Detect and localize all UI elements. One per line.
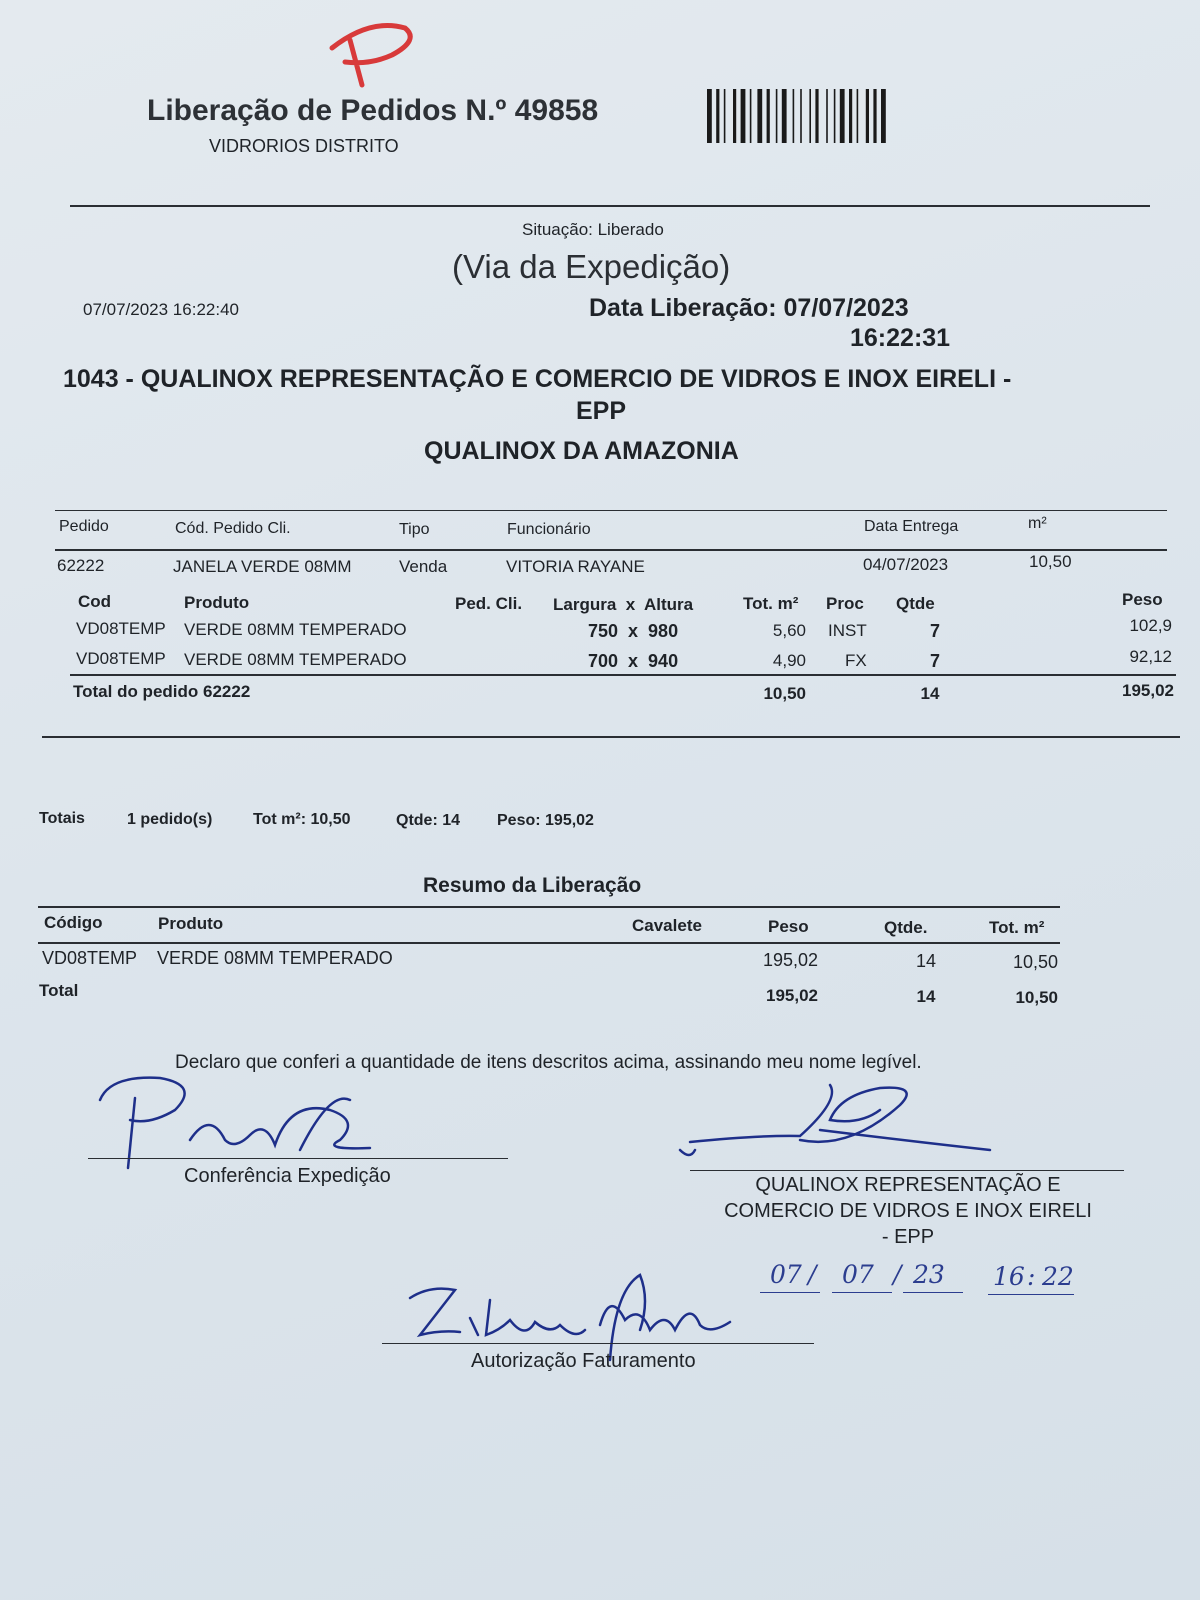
- print-datetime: 07/07/2023 16:22:40: [83, 300, 239, 319]
- item-col-tot-m2: Tot. m²: [743, 594, 799, 613]
- autorizacao-label: Autorização Faturamento: [471, 1350, 696, 1372]
- order-total-label: Total do pedido 62222: [73, 682, 251, 701]
- item-col-qtde: Qtde: [896, 594, 935, 613]
- totais-pedidos: 1 pedido(s): [127, 811, 213, 828]
- order-cod-pedido-cli: JANELA VERDE 08MM: [173, 557, 352, 576]
- col-funcionario: Funcionário: [507, 521, 591, 538]
- totais-peso: Peso: 195,02: [497, 812, 594, 829]
- item-produto: VERDE 08MM TEMPERADO: [184, 650, 407, 669]
- time-separator: :: [1027, 1262, 1036, 1291]
- resumo-total-label: Total: [39, 981, 79, 1000]
- date-separator: /: [893, 1260, 902, 1289]
- item-cod: VD08TEMP: [76, 649, 166, 668]
- data-liberacao: Data Liberação: 07/07/2023: [589, 294, 909, 322]
- item-proc: FX: [845, 651, 867, 670]
- order-total-peso: 195,02: [1122, 681, 1174, 700]
- totais-label: Totais: [39, 810, 85, 827]
- resumo-total-peso: 195,02: [766, 986, 818, 1005]
- conferencia-label: Conferência Expedição: [184, 1165, 391, 1187]
- resumo-total-tot-m2: 10,50: [1015, 988, 1058, 1007]
- item-col-largura-altura: Largura x Altura: [553, 595, 694, 614]
- order-data-entrega: 04/07/2023: [863, 555, 949, 574]
- order-m2: 10,50: [1029, 552, 1072, 571]
- item-col-cod: Cod: [78, 592, 112, 611]
- item-col-produto: Produto: [184, 593, 250, 612]
- item-qtde: 7: [929, 621, 940, 641]
- signature-autorizacao: [0, 0, 1, 1]
- resumo-title: Resumo da Liberação: [423, 874, 642, 897]
- declaration-text: Declaro que conferi a quantidade de itens descritos acima, assinando meu nome legível.: [175, 1052, 922, 1073]
- handwritten-day: 07: [770, 1260, 802, 1289]
- handwritten-minute: 22: [1042, 1262, 1074, 1291]
- barcode: [707, 89, 897, 143]
- item-col-proc: Proc: [826, 594, 864, 613]
- resumo-tot-m2: 10,50: [1012, 952, 1058, 972]
- item-tot-m2: 4,90: [772, 651, 806, 670]
- order-funcionario: VITORIA RAYANE: [506, 557, 645, 576]
- col-pedido: Pedido: [59, 518, 109, 535]
- col-data-entrega: Data Entrega: [864, 518, 959, 535]
- item-tot-m2: 5,60: [772, 621, 806, 640]
- totais-tot-m2: Tot m²: 10,50: [253, 811, 351, 828]
- item-peso: 92,12: [1129, 647, 1172, 666]
- item-proc: INST: [828, 621, 867, 640]
- item-produto: VERDE 08MM TEMPERADO: [184, 620, 407, 639]
- order-total-m2: 10,50: [763, 684, 806, 703]
- client-signature-label-line2: COMERCIO DE VIDROS E INOX EIRELI: [724, 1200, 1092, 1222]
- item-dimensions: 750 x 980: [588, 621, 679, 641]
- handwritten-hour: 16: [993, 1262, 1025, 1291]
- resumo-col-peso: Peso: [768, 917, 809, 936]
- resumo-produto: VERDE 08MM TEMPERADO: [157, 948, 393, 968]
- resumo-col-tot-m2: Tot. m²: [989, 918, 1045, 937]
- situacao-status: Situação: Liberado: [522, 220, 664, 239]
- totais-qtde: Qtde: 14: [396, 812, 461, 829]
- item-qtde: 7: [929, 651, 940, 671]
- resumo-col-produto: Produto: [158, 914, 224, 933]
- document-title: Liberação de Pedidos N.º 49858: [147, 94, 599, 127]
- item-dimensions: 700 x 940: [588, 651, 679, 671]
- data-liberacao-time: 16:22:31: [850, 324, 951, 352]
- col-cod-pedido-cli: Cód. Pedido Cli.: [175, 520, 291, 537]
- order-pedido: 62222: [57, 556, 105, 575]
- client-fantasy-name: QUALINOX DA AMAZONIA: [424, 437, 739, 465]
- date-separator: /: [808, 1260, 817, 1289]
- resumo-total-qtde: 14: [916, 987, 936, 1006]
- handwritten-year: 23: [913, 1260, 945, 1289]
- item-cod: VD08TEMP: [76, 619, 166, 638]
- resumo-peso: 195,02: [762, 950, 818, 970]
- resumo-col-qtde: Qtde.: [884, 918, 928, 937]
- item-col-ped-cli: Ped. Cli.: [455, 594, 523, 613]
- item-peso: 102,9: [1129, 616, 1172, 635]
- col-m2: m²: [1028, 515, 1047, 532]
- client-signature-label-line3: - EPP: [881, 1226, 935, 1248]
- order-total-qtde: 14: [920, 684, 940, 703]
- client-signature-label-line1: QUALINOX REPRESENTAÇÃO E: [755, 1174, 1061, 1196]
- resumo-col-cavalete: Cavalete: [632, 916, 702, 935]
- client-name-suffix: EPP: [576, 397, 627, 425]
- col-tipo: Tipo: [399, 521, 430, 538]
- handwritten-month: 07: [842, 1260, 874, 1289]
- client-name: 1043 - QUALINOX REPRESENTAÇÃO E COMERCIO DE VIDROS E INOX EIRELI -: [63, 365, 1012, 393]
- order-tipo: Venda: [399, 557, 448, 576]
- resumo-col-codigo: Código: [44, 913, 103, 932]
- company-name: VIDRORIOS DISTRITO: [209, 136, 399, 156]
- via-label: (Via da Expedição): [452, 248, 731, 285]
- resumo-qtde: 14: [915, 951, 937, 971]
- item-col-peso: Peso: [1122, 590, 1163, 609]
- resumo-codigo: VD08TEMP: [42, 948, 138, 968]
